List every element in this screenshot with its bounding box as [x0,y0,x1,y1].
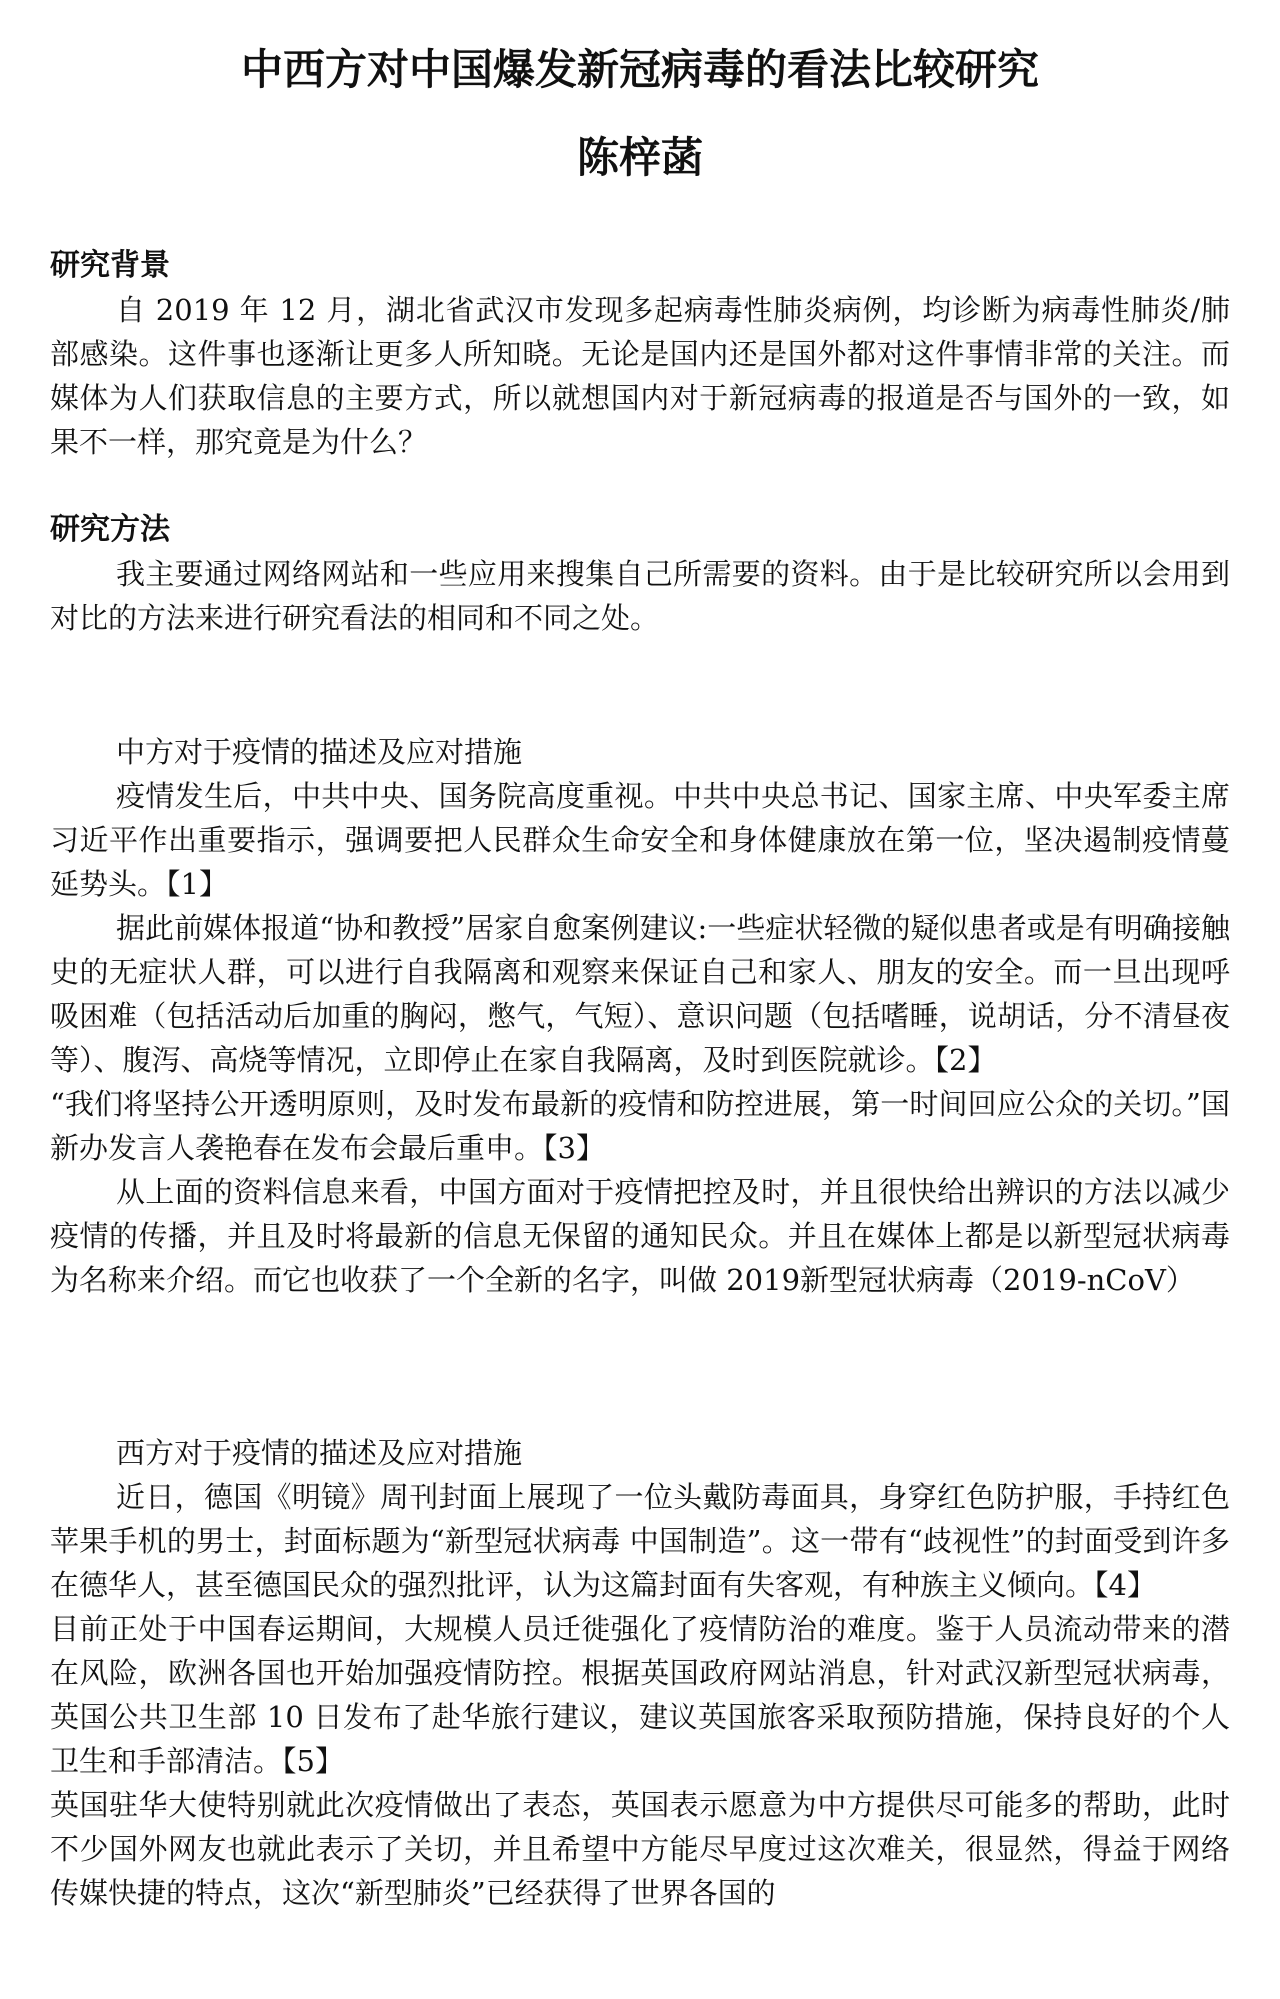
west-paragraph-3: 英国驻华大使特别就此次疫情做出了表态，英国表示愿意为中方提供尽可能多的帮助，此时不少国外网友也就此表示了关切，并且希望中方能尽早度过这次难关，很显然，得益于网络传媒快捷的特点，这次“新型肺炎”已经获得了世界各国的 [50,1788,1230,1910]
background-paragraph: 自 2019 年 12 月，湖北省武汉市发现多起病毒性肺炎病例，均诊断为病毒性肺炎/肺部感染。这件事也逐渐让更多人所知晓。无论是国内还是国外都对这件事情非常的关注。而媒体为人们获取信息的主要方式，所以就想国内对于新冠病毒的报道是否与国外的一致，如果不一样，那究竟是为什么？ [50,293,1230,459]
china-paragraph-1: 疫情发生后，中共中央、国务院高度重视。中共中央总书记、国家主席、中央军委主席习近平作出重要指示，强调要把人民群众生命安全和身体健康放在第一位，坚决遏制疫情蔓延势头。【1】 [50,779,1230,901]
china-paragraph-3: “我们将坚持公开透明原则，及时发布最新的疫情和防控进展，第一时间回应公众的关切。”国新办发言人袭艳春在发布会最后重申。【3】 [50,1087,1230,1165]
section-west [50,1431,1230,1915]
section-method [50,508,1230,640]
china-subheading: 中方对于疫情的描述及应对措施 [116,735,523,769]
west-subheading: 西方对于疫情的描述及应对措施 [116,1436,523,1470]
document-page [50,0,1230,1999]
section-heading-background: 研究背景 [50,248,170,283]
china-paragraph-2: 据此前媒体报道“协和教授”居家自愈案例建议:一些症状轻微的疑似患者或是有明确接触史的无症状人群，可以进行自我隔离和观察来保证自己和家人、朋友的安全。而一旦出现呼吸困难（包括活动后加重的胸闷，憋气，气短）、意识问题（包括嗜睡，说胡话，分不清昼夜等）、腹泻、高烧等情况，立即停止在家自我隔离，及时到医院就诊。【2】 [50,911,1230,1077]
method-paragraph: 我主要通过网络网站和一些应用来搜集自己所需要的资料。由于是比较研究所以会用到对比的方法来进行研究看法的相同和不同之处。 [50,557,1230,635]
west-paragraph-2: 目前正处于中国春运期间，大规模人员迁徙强化了疫情防治的难度。鉴于人员流动带来的潜在风险，欧洲各国也开始加强疫情防控。根据英国政府网站消息，针对武汉新型冠状病毒，英国公共卫生部 10 日发布了赴华旅行建议，建议英国旅客采取预防措施，保持良好的个人卫生和手部清洁。【5】 [50,1612,1230,1778]
west-paragraph-1: 近日，德国《明镜》周刊封面上展现了一位头戴防毒面具，身穿红色防护服，手持红色苹果手机的男士，封面标题为“新型冠状病毒 中国制造”。这一带有“歧视性”的封面受到许多在德华人，甚至德国民众的强烈批评，认为这篇封面有失客观，有种族主义倾向。【4】 [50,1480,1230,1602]
section-china [50,730,1230,1302]
section-background [50,244,1230,464]
china-paragraph-4: 从上面的资料信息来看，中国方面对于疫情把控及时，并且很快给出辨识的方法以减少疫情的传播，并且及时将最新的信息无保留的通知民众。并且在媒体上都是以新型冠状病毒为名称来介绍。而它也收获了一个全新的名字，叫做 2019新型冠状病毒（2019-nCoV） [50,1175,1230,1297]
document-author: 陈梓菡 [576,133,703,182]
document-title: 中西方对中国爆发新冠病毒的看法比较研究 [240,45,1039,94]
section-heading-method: 研究方法 [50,512,170,547]
